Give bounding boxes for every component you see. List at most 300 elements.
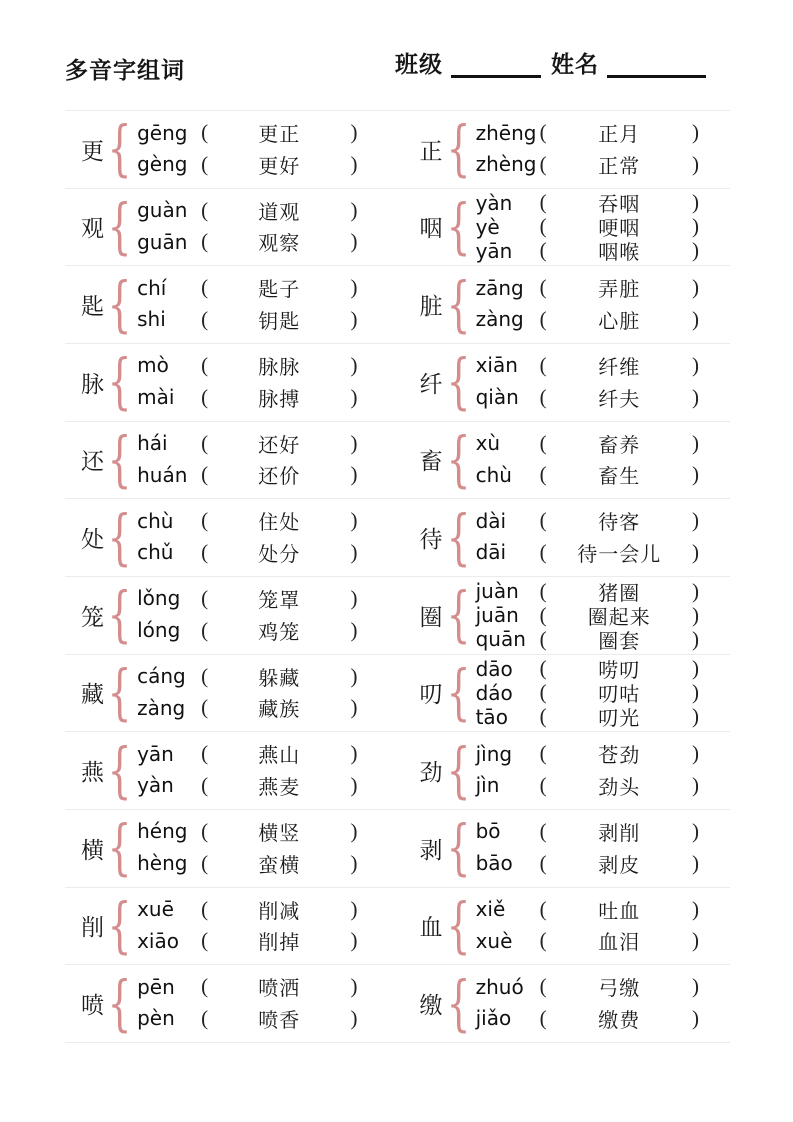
- readings-list: [137, 577, 357, 654]
- student-info-fields: [395, 50, 706, 78]
- pinyin-label: guān: [137, 229, 188, 254]
- word-answer: 圈起来: [587, 606, 651, 629]
- reading-line: [476, 1004, 699, 1033]
- reading-line: [137, 460, 357, 489]
- polyphone-group: [65, 655, 398, 733]
- paren-open: (: [201, 617, 209, 642]
- pinyin-label: qiàn: [475, 385, 519, 410]
- pinyin-label: yān: [475, 238, 513, 263]
- paren-close: ): [350, 275, 358, 300]
- reading-line: [137, 972, 357, 1001]
- brace-icon: {: [107, 658, 132, 728]
- paren-close: ): [350, 539, 358, 564]
- paren-close: ): [692, 818, 699, 843]
- word-answer: 吞咽: [598, 194, 641, 217]
- reading-line: [476, 460, 699, 489]
- reading-line: [137, 305, 357, 334]
- pinyin-label: xiāo: [137, 928, 179, 953]
- paren-close: ): [692, 430, 699, 455]
- paren-open: (: [539, 508, 547, 533]
- word-answer: 叨光: [598, 708, 641, 731]
- pinyin-label: juàn: [475, 579, 519, 604]
- paren-open: (: [539, 974, 547, 999]
- reading-line: [476, 239, 699, 263]
- pinyin-label: dài: [475, 508, 507, 533]
- paren-open: (: [539, 772, 547, 797]
- paren-close: ): [350, 695, 358, 720]
- base-character: 处: [81, 527, 104, 553]
- paren-open: (: [539, 214, 547, 239]
- paren-open: (: [539, 190, 547, 215]
- reading-line: [476, 705, 699, 729]
- word-answer: 脉搏: [258, 388, 301, 411]
- pinyin-label: jìn: [475, 773, 500, 798]
- paren-close: ): [692, 508, 699, 533]
- reading-line: [137, 817, 357, 846]
- paren-close: ): [350, 617, 358, 642]
- pinyin-label: pèn: [137, 1006, 175, 1031]
- polyphone-group: [65, 111, 398, 189]
- readings-list: [476, 810, 699, 887]
- polyphone-group: [398, 965, 731, 1043]
- word-answer: 处分: [258, 543, 301, 566]
- paren-close: ): [350, 462, 358, 487]
- paren-open: (: [201, 197, 209, 222]
- reading-line: [476, 429, 699, 458]
- brace-icon: {: [107, 969, 132, 1039]
- word-answer: 道观: [258, 201, 301, 224]
- pinyin-label: yè: [475, 214, 500, 239]
- paren-close: ): [350, 508, 358, 533]
- reading-line: [137, 227, 357, 256]
- paren-open: (: [201, 430, 209, 455]
- polyphone-group: [398, 266, 731, 344]
- pinyin-label: quān: [475, 627, 526, 652]
- name-label: 姓名: [551, 51, 599, 77]
- polyphone-group: [65, 577, 398, 655]
- brace-icon: {: [446, 503, 470, 573]
- word-answer: 纤夫: [598, 388, 641, 411]
- paren-close: ): [350, 772, 358, 797]
- reading-line: [137, 429, 357, 458]
- polyphone-group: [398, 810, 731, 888]
- readings-list: [137, 965, 357, 1042]
- paren-close: ): [350, 585, 358, 610]
- paren-close: ): [692, 214, 699, 239]
- paren-open: (: [539, 896, 547, 921]
- paren-close: ): [692, 850, 699, 875]
- pinyin-label: hèng: [137, 851, 188, 876]
- paren-close: ): [350, 229, 358, 254]
- reading-line: [137, 383, 357, 412]
- paren-open: (: [201, 663, 209, 688]
- brace-icon: {: [446, 270, 470, 340]
- base-character: 喷: [81, 993, 104, 1019]
- reading-line: [137, 662, 357, 691]
- brace-icon: {: [446, 425, 470, 495]
- reading-line: [137, 739, 357, 768]
- reading-line: [137, 771, 357, 800]
- base-character: 横: [81, 837, 104, 863]
- word-answer: 心脏: [598, 310, 641, 333]
- word-answer: 哽咽: [598, 218, 641, 241]
- readings-list: [137, 111, 357, 188]
- reading-line: [137, 273, 357, 302]
- readings-list: [137, 499, 357, 576]
- base-character: 还: [81, 449, 104, 475]
- reading-line: [476, 849, 699, 878]
- word-answer: 剥皮: [598, 854, 641, 877]
- pinyin-label: zhèng: [475, 152, 537, 177]
- paren-close: ): [350, 306, 358, 331]
- paren-open: (: [539, 680, 547, 705]
- reading-line: [476, 817, 699, 846]
- readings-list: [476, 344, 699, 421]
- paren-close: ): [692, 306, 699, 331]
- paren-close: ): [350, 384, 358, 409]
- word-answer: 还价: [258, 466, 301, 489]
- paren-open: (: [201, 772, 209, 797]
- paren-close: ): [692, 1005, 699, 1030]
- reading-line: [476, 657, 699, 681]
- reading-line: [137, 506, 357, 535]
- pinyin-label: jiǎo: [475, 1006, 512, 1031]
- word-answer: 削减: [258, 900, 301, 923]
- paren-close: ): [350, 850, 358, 875]
- pinyin-label: cáng: [137, 664, 186, 689]
- polyphone-group: [398, 189, 731, 267]
- pinyin-label: bō: [475, 819, 501, 844]
- reading-line: [137, 693, 357, 722]
- paren-close: ): [692, 151, 699, 176]
- reading-line: [476, 351, 699, 380]
- paren-open: (: [201, 974, 209, 999]
- brace-icon: {: [107, 347, 132, 417]
- paren-open: (: [539, 928, 547, 953]
- pinyin-label: jìng: [475, 741, 513, 766]
- paren-close: ): [692, 896, 699, 921]
- page-title: 多音字组词: [65, 57, 185, 83]
- polyphone-group: [398, 499, 731, 577]
- paren-open: (: [201, 539, 209, 564]
- word-answer: 住处: [258, 512, 301, 535]
- paren-open: (: [201, 229, 209, 254]
- polyphone-group: [398, 344, 731, 422]
- pinyin-label: xiān: [475, 353, 518, 378]
- polyphone-group: [398, 732, 731, 810]
- brace-icon: {: [107, 270, 132, 340]
- reading-line: [476, 895, 699, 924]
- paren-close: ): [692, 275, 699, 300]
- polyphone-group: [65, 422, 398, 500]
- brace-icon: {: [107, 580, 132, 650]
- paren-close: ): [692, 578, 699, 603]
- polyphone-group: [398, 422, 731, 500]
- paren-open: (: [539, 306, 547, 331]
- word-answer: 待客: [598, 512, 641, 535]
- base-character: 燕: [81, 760, 104, 786]
- paren-close: ): [692, 741, 699, 766]
- base-character: 剥: [419, 837, 443, 863]
- reading-line: [137, 1004, 357, 1033]
- class-fill-in-blank: [451, 52, 541, 78]
- brace-icon: {: [446, 813, 470, 883]
- brace-icon: {: [446, 580, 470, 650]
- pinyin-label: shi: [137, 307, 166, 332]
- readings-list: [476, 577, 699, 654]
- paren-close: ): [350, 974, 358, 999]
- pinyin-label: chù: [137, 508, 174, 533]
- base-character: 圈: [419, 604, 443, 630]
- paren-close: ): [350, 896, 358, 921]
- name-fill-in-blank: [607, 52, 706, 78]
- readings-list: [137, 266, 357, 343]
- word-answer: 燕麦: [258, 776, 301, 799]
- brace-icon: {: [107, 736, 132, 806]
- paren-close: ): [692, 626, 699, 651]
- readings-list: [137, 422, 357, 499]
- pinyin-label: chǔ: [137, 540, 174, 565]
- readings-list: [476, 111, 699, 188]
- reading-line: [137, 849, 357, 878]
- word-answer: 畜生: [598, 466, 641, 489]
- paren-open: (: [201, 695, 209, 720]
- base-character: 削: [81, 915, 104, 941]
- paren-open: (: [201, 896, 209, 921]
- word-answer: 喷洒: [258, 978, 301, 1001]
- paren-close: ): [692, 190, 699, 215]
- reading-line: [476, 191, 699, 215]
- paren-close: ): [692, 928, 699, 953]
- paren-open: (: [539, 741, 547, 766]
- polyphone-group: [65, 732, 398, 810]
- word-answer: 鸡笼: [258, 621, 301, 644]
- paren-open: (: [201, 275, 209, 300]
- pinyin-label: lǒng: [137, 586, 181, 611]
- word-answer: 咽喉: [598, 242, 641, 265]
- word-answer: 畜养: [598, 434, 641, 457]
- pinyin-label: chí: [137, 275, 167, 300]
- word-answer: 唠叨: [598, 660, 641, 683]
- paren-close: ): [692, 539, 699, 564]
- base-character: 劲: [419, 760, 443, 786]
- paren-close: ): [692, 384, 699, 409]
- polyphone-group: [398, 577, 731, 655]
- base-character: 正: [419, 138, 443, 164]
- readings-list: [476, 422, 699, 499]
- brace-icon: {: [107, 114, 132, 184]
- pinyin-label: zàng: [475, 307, 524, 332]
- brace-icon: {: [446, 192, 470, 262]
- reading-line: [476, 150, 699, 179]
- word-answer: 藏族: [258, 699, 301, 722]
- paren-close: ): [692, 602, 699, 627]
- paren-open: (: [201, 384, 209, 409]
- paren-open: (: [539, 1005, 547, 1030]
- reading-line: [137, 895, 357, 924]
- reading-line: [137, 926, 357, 955]
- polyphone-group: [65, 344, 398, 422]
- word-answer: 圈套: [598, 630, 641, 653]
- polyphone-group: [65, 266, 398, 344]
- polyphone-group: [398, 888, 731, 966]
- paren-open: (: [201, 1005, 209, 1030]
- brace-icon: {: [107, 503, 132, 573]
- base-character: 咽: [419, 216, 443, 242]
- word-answer: 横竖: [258, 822, 301, 845]
- readings-list: [476, 266, 699, 343]
- paren-open: (: [539, 818, 547, 843]
- readings-list: [137, 732, 357, 809]
- polyphone-worksheet-grid: [65, 110, 730, 1043]
- paren-close: ): [350, 928, 358, 953]
- readings-list: [476, 965, 699, 1042]
- base-character: 匙: [81, 294, 104, 320]
- pinyin-label: xù: [475, 431, 501, 456]
- reading-line: [476, 926, 699, 955]
- word-answer: 燕山: [258, 745, 301, 768]
- word-answer: 钥匙: [258, 310, 301, 333]
- paren-open: (: [539, 352, 547, 377]
- pinyin-label: xuè: [475, 928, 513, 953]
- word-answer: 劲头: [598, 776, 641, 799]
- paren-open: (: [539, 704, 547, 729]
- base-character: 血: [419, 915, 443, 941]
- pinyin-label: guàn: [137, 198, 188, 223]
- paren-open: (: [539, 578, 547, 603]
- paren-open: (: [201, 818, 209, 843]
- reading-line: [476, 305, 699, 334]
- word-answer: 待一会儿: [577, 543, 662, 566]
- word-answer: 削掉: [258, 932, 301, 955]
- paren-open: (: [201, 151, 209, 176]
- base-character: 叨: [419, 682, 443, 708]
- brace-icon: {: [446, 114, 470, 184]
- pinyin-label: xuē: [137, 897, 174, 922]
- pinyin-label: gèng: [137, 152, 188, 177]
- polyphone-group: [398, 655, 731, 733]
- base-character: 观: [81, 216, 104, 242]
- word-answer: 剥削: [598, 822, 641, 845]
- base-character: 纤: [419, 371, 443, 397]
- paren-open: (: [539, 238, 547, 263]
- brace-icon: {: [107, 813, 132, 883]
- word-answer: 笼罩: [258, 589, 301, 612]
- reading-line: [476, 972, 699, 1001]
- word-answer: 纤维: [598, 356, 641, 379]
- paren-close: ): [692, 704, 699, 729]
- pinyin-label: yàn: [475, 190, 513, 215]
- paren-close: ): [692, 656, 699, 681]
- paren-open: (: [539, 656, 547, 681]
- reading-line: [137, 196, 357, 225]
- word-answer: 弄脏: [598, 279, 641, 302]
- pinyin-label: bāo: [475, 851, 513, 876]
- reading-line: [476, 603, 699, 627]
- base-character: 脉: [81, 371, 104, 397]
- pinyin-label: mò: [137, 353, 169, 378]
- word-answer: 观察: [258, 233, 301, 256]
- paren-open: (: [201, 928, 209, 953]
- paren-open: (: [539, 120, 547, 144]
- reading-line: [137, 538, 357, 567]
- paren-open: (: [201, 741, 209, 766]
- pinyin-label: chù: [475, 462, 512, 487]
- base-character: 藏: [81, 682, 104, 708]
- paren-close: ): [350, 741, 358, 766]
- polyphone-group: [398, 111, 731, 189]
- paren-close: ): [692, 120, 699, 144]
- pinyin-label: yān: [137, 741, 174, 766]
- paren-close: ): [350, 197, 358, 222]
- reading-line: [137, 616, 357, 645]
- paren-open: (: [201, 850, 209, 875]
- pinyin-label: tāo: [475, 704, 508, 729]
- readings-list: [476, 499, 699, 576]
- paren-close: ): [350, 430, 358, 455]
- pinyin-label: juān: [475, 603, 519, 628]
- paren-open: (: [539, 151, 547, 176]
- pinyin-label: pēn: [137, 974, 175, 999]
- base-character: 待: [419, 527, 443, 553]
- polyphone-group: [65, 810, 398, 888]
- reading-line: [476, 579, 699, 603]
- reading-line: [476, 739, 699, 768]
- polyphone-group: [65, 888, 398, 966]
- readings-list: [137, 344, 357, 421]
- pinyin-label: dāi: [475, 540, 507, 565]
- word-answer: 更正: [258, 124, 301, 146]
- word-answer: 脉脉: [258, 356, 301, 379]
- pinyin-label: zàng: [137, 695, 186, 720]
- word-answer: 叨咕: [598, 684, 641, 707]
- paren-open: (: [201, 120, 209, 144]
- readings-list: [476, 189, 699, 266]
- base-character: 更: [81, 138, 104, 164]
- brace-icon: {: [446, 891, 470, 961]
- pinyin-label: héng: [137, 819, 188, 844]
- word-answer: 猪圈: [598, 582, 641, 605]
- worksheet-column-left: [65, 111, 398, 1043]
- word-answer: 更好: [258, 155, 301, 178]
- paren-close: ): [692, 352, 699, 377]
- word-answer: 正常: [598, 155, 641, 178]
- paren-close: ): [350, 120, 358, 144]
- word-answer: 吐血: [598, 900, 641, 923]
- reading-line: [476, 771, 699, 800]
- polyphone-group: [65, 499, 398, 577]
- paren-close: ): [692, 462, 699, 487]
- paren-open: (: [539, 602, 547, 627]
- brace-icon: {: [446, 347, 470, 417]
- paren-close: ): [692, 772, 699, 797]
- worksheet-column-right: [398, 111, 731, 1043]
- polyphone-group: [65, 965, 398, 1043]
- readings-list: [137, 655, 357, 732]
- word-answer: 躲藏: [258, 667, 301, 690]
- reading-line: [476, 506, 699, 535]
- paren-open: (: [201, 352, 209, 377]
- word-answer: 弓缴: [598, 978, 641, 1001]
- reading-line: [476, 273, 699, 302]
- pinyin-label: huán: [137, 462, 188, 487]
- paren-close: ): [350, 663, 358, 688]
- paren-close: ): [350, 352, 358, 377]
- reading-line: [137, 150, 357, 179]
- reading-line: [476, 215, 699, 239]
- base-character: 笼: [81, 604, 104, 630]
- paren-close: ): [692, 680, 699, 705]
